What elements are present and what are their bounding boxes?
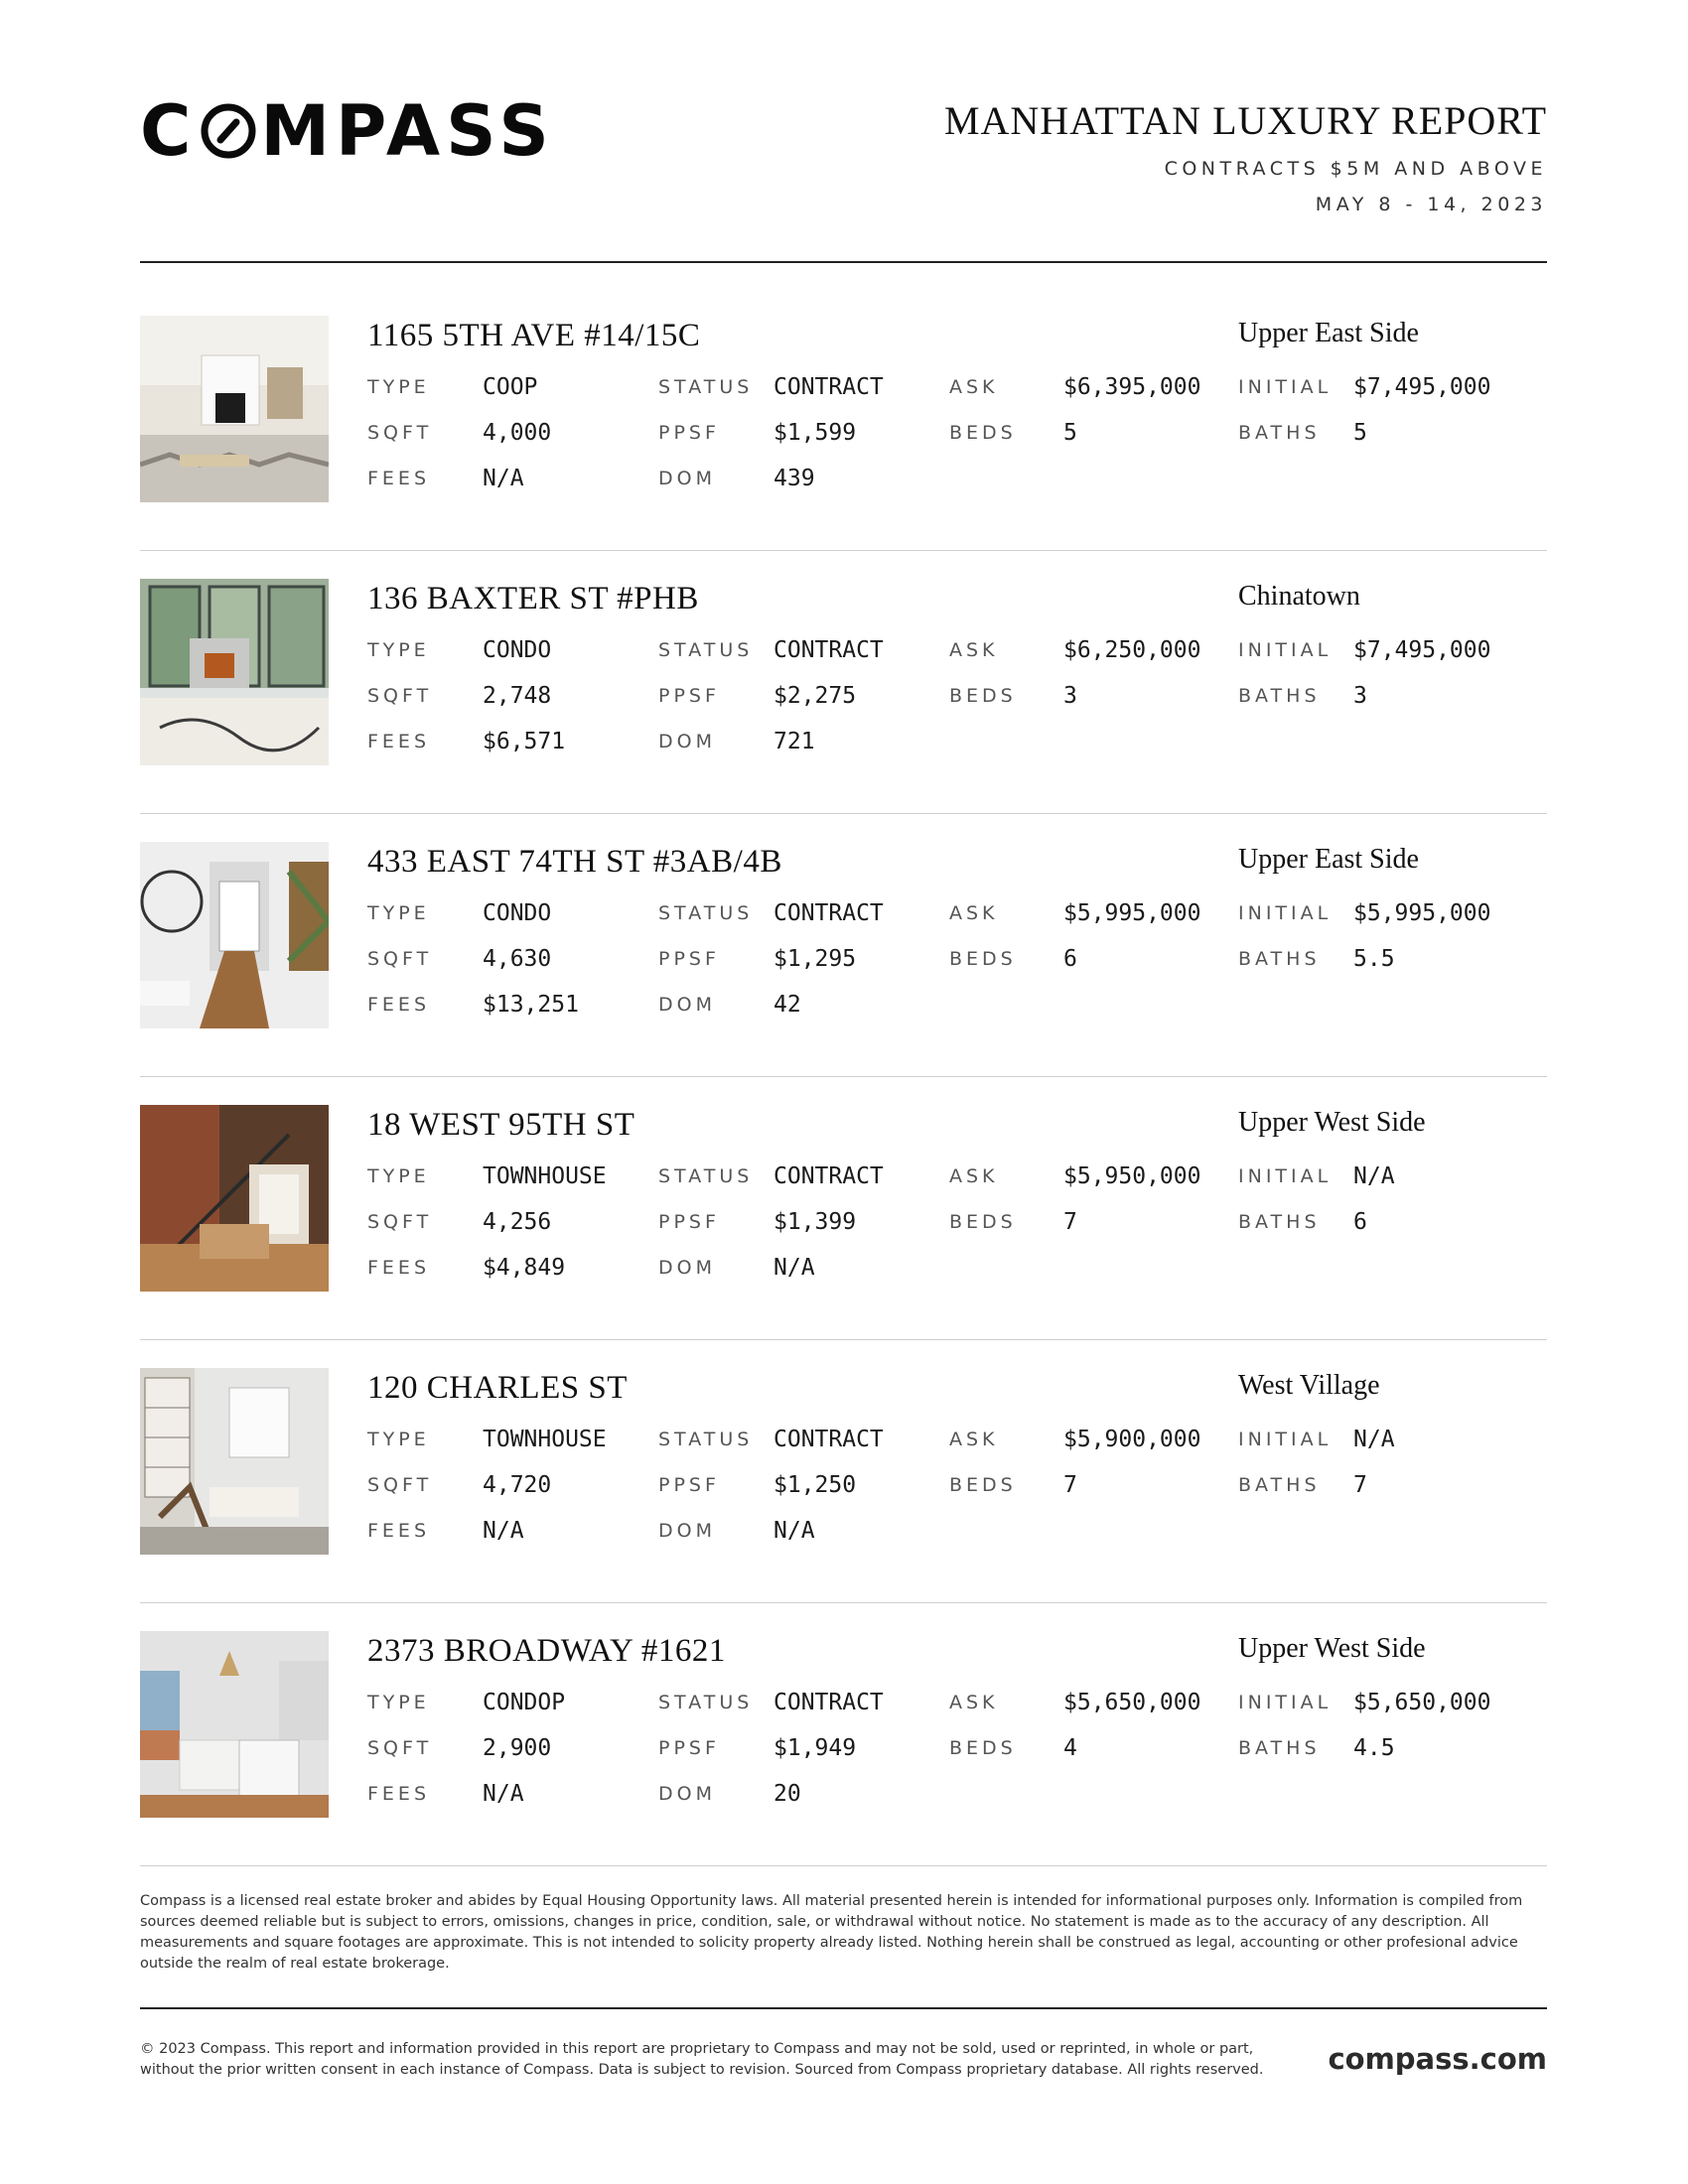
baths-value: 5 — [1353, 420, 1367, 446]
beds-value: 7 — [1063, 1472, 1077, 1498]
compass-logo-o-icon — [200, 102, 257, 160]
ppsf-value: $1,295 — [774, 946, 857, 972]
listing-address[interactable]: 18 WEST 95TH ST — [367, 1107, 635, 1143]
baths-value: 7 — [1353, 1472, 1367, 1498]
beds-value: 6 — [1063, 946, 1077, 972]
dom-label: DOM — [658, 1257, 716, 1279]
initial-label: INITIAL — [1238, 376, 1333, 398]
baths-label: BATHS — [1238, 1737, 1321, 1759]
baths-label: BATHS — [1238, 1211, 1321, 1233]
report-title: MANHATTAN LUXURY REPORT — [943, 98, 1547, 143]
baths-value: 6 — [1353, 1209, 1367, 1235]
status-value: CONTRACT — [774, 637, 884, 663]
status-label: STATUS — [658, 1429, 754, 1450]
initial-label: INITIAL — [1238, 902, 1333, 924]
dom-value: 439 — [774, 466, 815, 491]
listing-neighborhood: Upper East Side — [1238, 844, 1419, 875]
sqft-label: SQFT — [367, 1211, 433, 1233]
property-photo-image — [140, 1368, 329, 1555]
header-divider — [140, 261, 1547, 263]
ppsf-label: PPSF — [658, 685, 720, 707]
type-label: TYPE — [367, 1429, 430, 1450]
status-label: STATUS — [658, 902, 754, 924]
initial-label: INITIAL — [1238, 1429, 1333, 1450]
property-photo-image — [140, 1631, 329, 1818]
ask-value: $5,995,000 — [1063, 900, 1201, 926]
copyright-text: © 2023 Compass. This report and information provided in this report are proprietary to Compass and may not be sold, used or reprinted, in whole or part, without the prior written consent in each instance of Compass. Data is subject to revision. Sourced from Compass proprietary database. All rights reserved. — [140, 2041, 1264, 2078]
type-value: CONDOP — [483, 1690, 566, 1715]
fees-value: $4,849 — [483, 1255, 566, 1281]
status-label: STATUS — [658, 639, 754, 661]
ppsf-value: $1,949 — [774, 1735, 857, 1761]
sqft-value: 4,720 — [483, 1472, 552, 1498]
property-photo-image — [140, 579, 329, 765]
listing-address[interactable]: 136 BAXTER ST #PHB — [367, 581, 699, 616]
disclaimer-text: Compass is a licensed real estate broker and abides by Equal Housing Opportunity laws. All material presented herein is intended for informational purposes only. Information is compiled from sources deemed reliable but is subject to errors, omissions, changes in price, condition, sale, or withdrawal without notice. No statement is made as to the accuracy of any description. All measurements and square footages are approximate. This is not intended to solicity property already listed. Nothing herein shall be construed as legal, accounting or other profesional advice outside the realm of real estate brokerage. — [140, 1893, 1523, 1972]
property-photo[interactable] — [140, 1105, 329, 1292]
listing-address[interactable]: 120 CHARLES ST — [367, 1370, 628, 1406]
type-value: TOWNHOUSE — [483, 1163, 607, 1189]
sqft-value: 4,630 — [483, 946, 552, 972]
initial-value: $7,495,000 — [1353, 374, 1491, 400]
ask-label: ASK — [949, 1165, 999, 1187]
ppsf-label: PPSF — [658, 948, 720, 970]
ask-label: ASK — [949, 1692, 999, 1713]
dom-label: DOM — [658, 1520, 716, 1542]
dom-label: DOM — [658, 468, 716, 489]
ask-label: ASK — [949, 639, 999, 661]
listing-row — [140, 551, 1547, 814]
ask-value: $6,395,000 — [1063, 374, 1201, 400]
sqft-label: SQFT — [367, 685, 433, 707]
listing-address[interactable]: 433 EAST 74TH ST #3AB/4B — [367, 844, 782, 880]
status-label: STATUS — [658, 1692, 754, 1713]
type-value: TOWNHOUSE — [483, 1427, 607, 1452]
type-value: COOP — [483, 374, 538, 400]
status-label: STATUS — [658, 376, 754, 398]
beds-label: BEDS — [949, 1211, 1017, 1233]
report-header — [944, 95, 1547, 216]
initial-value: $5,650,000 — [1353, 1690, 1491, 1715]
status-value: CONTRACT — [774, 374, 884, 400]
type-value: CONDO — [483, 900, 552, 926]
type-value: CONDO — [483, 637, 552, 663]
sqft-value: 2,748 — [483, 683, 552, 709]
type-label: TYPE — [367, 1165, 430, 1187]
ppsf-value: $2,275 — [774, 683, 857, 709]
listing-neighborhood: Upper West Side — [1238, 1107, 1426, 1138]
status-value: CONTRACT — [774, 1690, 884, 1715]
type-label: TYPE — [367, 1692, 430, 1713]
beds-value: 5 — [1063, 420, 1077, 446]
ask-label: ASK — [949, 1429, 999, 1450]
initial-label: INITIAL — [1238, 639, 1333, 661]
ppsf-label: PPSF — [658, 1737, 720, 1759]
listing-row — [140, 288, 1547, 551]
ask-value: $5,900,000 — [1063, 1427, 1201, 1452]
dom-label: DOM — [658, 731, 716, 752]
fees-value: N/A — [483, 1518, 524, 1544]
property-photo-image — [140, 842, 329, 1028]
ppsf-label: PPSF — [658, 422, 720, 444]
ask-value: $6,250,000 — [1063, 637, 1201, 663]
type-label: TYPE — [367, 639, 430, 661]
listing-row — [140, 1340, 1547, 1603]
initial-value: N/A — [1353, 1163, 1395, 1189]
baths-label: BATHS — [1238, 948, 1321, 970]
sqft-value: 4,000 — [483, 420, 552, 446]
fees-label: FEES — [367, 1520, 430, 1542]
sqft-label: SQFT — [367, 1737, 433, 1759]
ppsf-value: $1,599 — [774, 420, 857, 446]
listing-neighborhood: Upper West Side — [1238, 1633, 1426, 1664]
listing-row — [140, 1077, 1547, 1340]
status-value: CONTRACT — [774, 1163, 884, 1189]
initial-value: N/A — [1353, 1427, 1395, 1452]
property-photo[interactable] — [140, 1631, 329, 1818]
beds-label: BEDS — [949, 1474, 1017, 1496]
dom-value: 42 — [774, 992, 801, 1018]
fees-label: FEES — [367, 1783, 430, 1805]
report-date: MAY 8 - 14, 2023 — [1315, 194, 1547, 215]
ask-value: $5,950,000 — [1063, 1163, 1201, 1189]
beds-value: 4 — [1063, 1735, 1077, 1761]
status-value: CONTRACT — [774, 900, 884, 926]
baths-value: 3 — [1353, 683, 1367, 709]
fees-value: N/A — [483, 1781, 524, 1807]
fees-label: FEES — [367, 468, 430, 489]
beds-label: BEDS — [949, 685, 1017, 707]
baths-value: 4.5 — [1353, 1735, 1395, 1761]
initial-label: INITIAL — [1238, 1165, 1333, 1187]
dom-value: 721 — [774, 729, 815, 754]
property-photo[interactable] — [140, 579, 329, 765]
listing-row — [140, 814, 1547, 1077]
fees-label: FEES — [367, 1257, 430, 1279]
sqft-value: 2,900 — [483, 1735, 552, 1761]
listing-address[interactable]: 1165 5TH AVE #14/15C — [367, 318, 701, 353]
fees-value: $6,571 — [483, 729, 566, 754]
sqft-label: SQFT — [367, 422, 433, 444]
ppsf-label: PPSF — [658, 1474, 720, 1496]
report-page — [140, 0, 1547, 2184]
compass-website-link[interactable]: compass.com — [1328, 2042, 1547, 2076]
listing-row — [140, 1603, 1547, 1866]
type-label: TYPE — [367, 376, 430, 398]
dom-label: DOM — [658, 994, 716, 1016]
property-photo[interactable] — [140, 1368, 329, 1555]
property-photo[interactable] — [140, 316, 329, 502]
baths-label: BATHS — [1238, 422, 1321, 444]
beds-label: BEDS — [949, 1737, 1017, 1759]
baths-value: 5.5 — [1353, 946, 1395, 972]
listing-neighborhood: Upper East Side — [1238, 318, 1419, 348]
ask-label: ASK — [949, 376, 999, 398]
listing-address[interactable]: 2373 BROADWAY #1621 — [367, 1633, 726, 1669]
dom-value: 20 — [774, 1781, 801, 1807]
beds-label: BEDS — [949, 948, 1017, 970]
fees-value: N/A — [483, 466, 524, 491]
dom-value: N/A — [774, 1255, 815, 1281]
ask-value: $5,650,000 — [1063, 1690, 1201, 1715]
report-subtitle: CONTRACTS $5M AND ABOVE — [1164, 158, 1547, 180]
listing-neighborhood: West Village — [1238, 1370, 1380, 1401]
ppsf-value: $1,250 — [774, 1472, 857, 1498]
compass-logo: C MPASS — [140, 90, 555, 172]
dom-value: N/A — [774, 1518, 815, 1544]
status-value: CONTRACT — [774, 1427, 884, 1452]
ppsf-label: PPSF — [658, 1211, 720, 1233]
sqft-value: 4,256 — [483, 1209, 552, 1235]
initial-value: $5,995,000 — [1353, 900, 1491, 926]
ask-label: ASK — [949, 902, 999, 924]
beds-value: 3 — [1063, 683, 1077, 709]
fees-value: $13,251 — [483, 992, 579, 1018]
footer-divider — [140, 2007, 1547, 2009]
property-photo-image — [140, 1105, 329, 1292]
property-photo[interactable] — [140, 842, 329, 1028]
listing-neighborhood: Chinatown — [1238, 581, 1360, 612]
beds-value: 7 — [1063, 1209, 1077, 1235]
beds-label: BEDS — [949, 422, 1017, 444]
listings-list — [140, 288, 1547, 1866]
sqft-label: SQFT — [367, 948, 433, 970]
ppsf-value: $1,399 — [774, 1209, 857, 1235]
property-photo-image — [140, 316, 329, 502]
dom-label: DOM — [658, 1783, 716, 1805]
baths-label: BATHS — [1238, 685, 1321, 707]
status-label: STATUS — [658, 1165, 754, 1187]
sqft-label: SQFT — [367, 1474, 433, 1496]
initial-value: $7,495,000 — [1353, 637, 1491, 663]
initial-label: INITIAL — [1238, 1692, 1333, 1713]
type-label: TYPE — [367, 902, 430, 924]
fees-label: FEES — [367, 731, 430, 752]
baths-label: BATHS — [1238, 1474, 1321, 1496]
fees-label: FEES — [367, 994, 430, 1016]
